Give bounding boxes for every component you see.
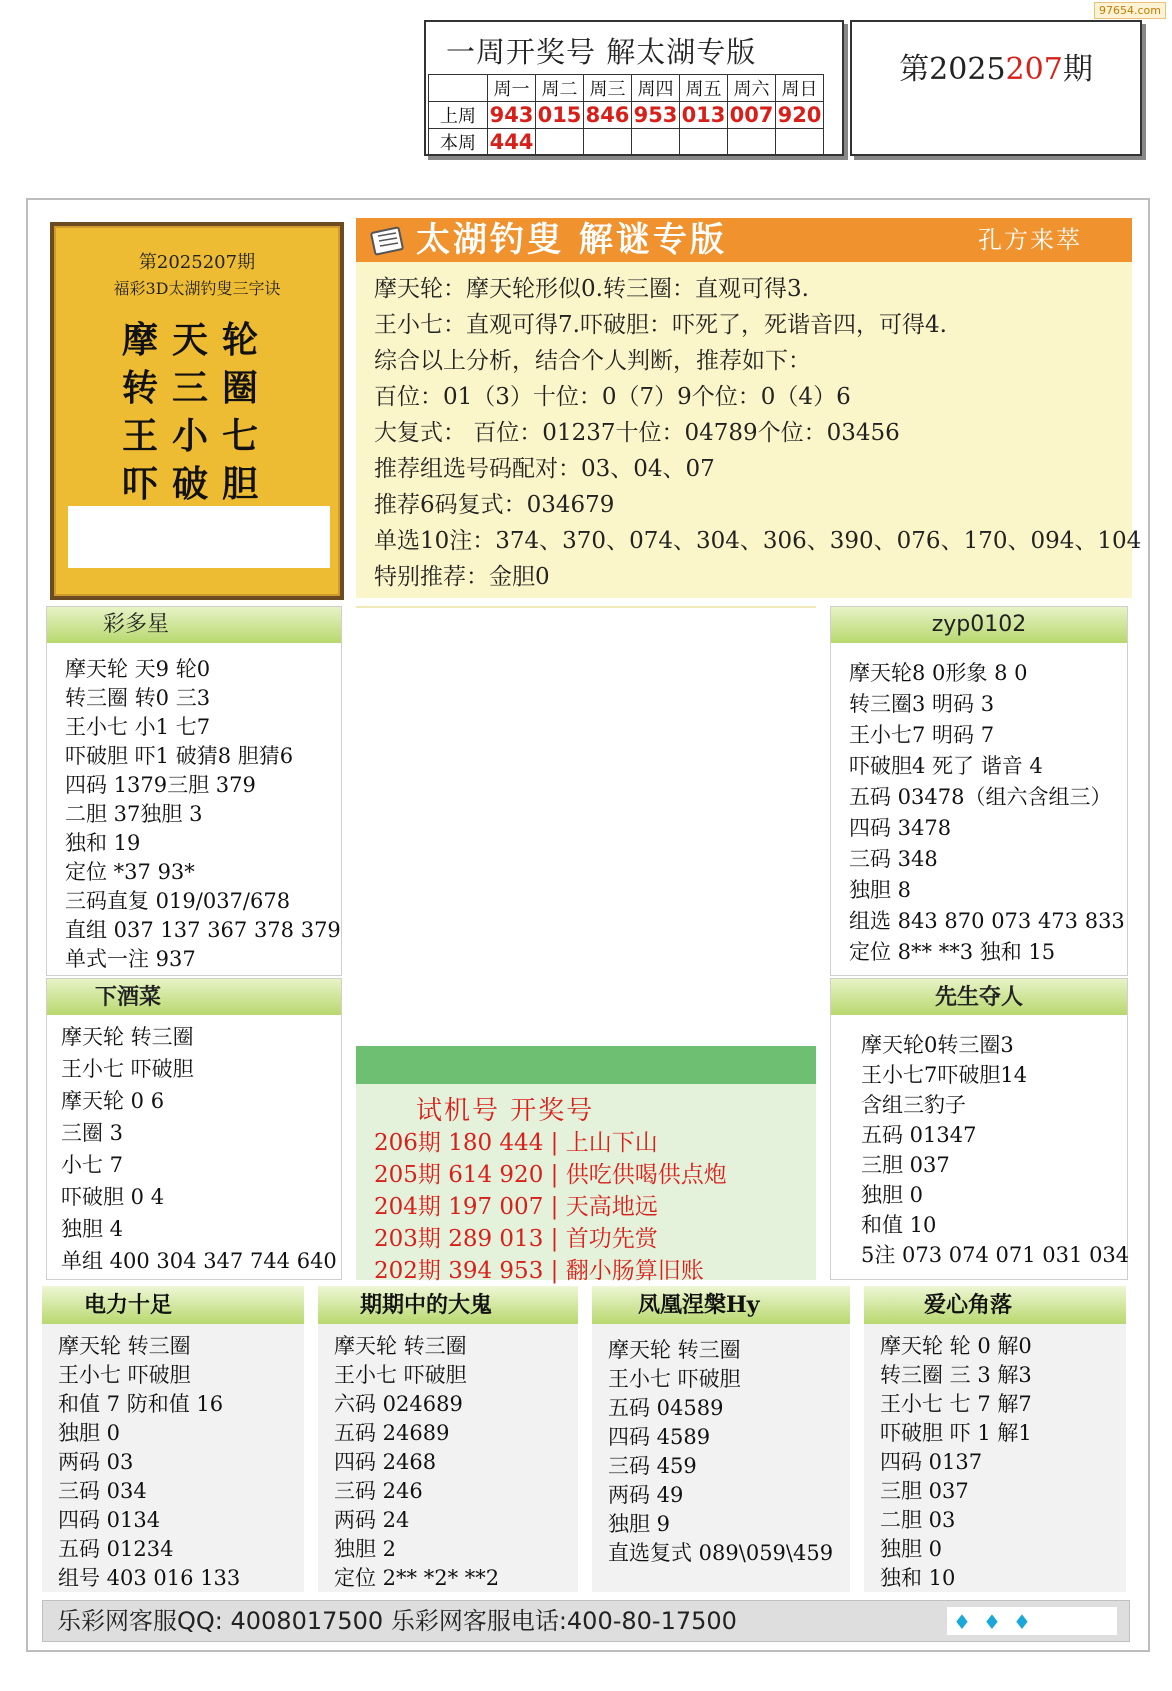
- list-item: 王小七7吓破胆14: [861, 1063, 1028, 1087]
- draw-number: 943: [488, 102, 536, 129]
- list-item: 独胆 0: [880, 1537, 943, 1561]
- solution-line: 大复式： 百位：01237十位：04789个位：03456: [374, 420, 900, 446]
- list-item: 王小七 吓破胆: [334, 1363, 467, 1387]
- customer-service-contact: 乐彩网客服QQ: 4008017500 乐彩网客服电话:400-80-17500: [57, 1607, 737, 1635]
- riddle-solution-body: [356, 262, 1142, 598]
- trial-line: 204期 197 007 | 天高地远: [374, 1194, 658, 1220]
- trial-draw-panel: [356, 1084, 816, 1284]
- solution-line: 王小七：直观可得7.吓破胆：吓死了，死谐音四，可得4.: [374, 312, 947, 338]
- table-row: [429, 102, 824, 129]
- trial-line: 202期 394 953 | 翻小肠算旧账: [374, 1258, 704, 1284]
- list-item: 和值 7 防和值 16: [58, 1392, 224, 1416]
- box-title: 下酒菜: [47, 979, 341, 1015]
- list-item: 摩天轮 轮 0 解0: [880, 1334, 1032, 1358]
- list-item: 吓破胆 0 4: [61, 1185, 165, 1209]
- list-item: 独和 19: [65, 831, 141, 855]
- list-item: 定位 *37 93*: [65, 860, 195, 884]
- draw-number: [776, 129, 824, 156]
- table-row: [429, 129, 824, 156]
- box-title: 凤凰涅槃Hy: [592, 1286, 850, 1324]
- list-item: 摩天轮 转三圈: [58, 1334, 191, 1358]
- list-item: 含组三豹子: [861, 1093, 966, 1117]
- day-header: 周一: [488, 75, 536, 102]
- box-title: 爱心角落: [864, 1286, 1126, 1324]
- expert-box-fenghuangniepan: [592, 1286, 850, 1592]
- poem-issue: 第2025207期: [138, 252, 256, 273]
- list-item: 摩天轮 转三圈: [61, 1025, 194, 1049]
- solution-line: 综合以上分析，结合个人判断，推荐如下：: [374, 348, 811, 374]
- list-item: 三码 034: [58, 1479, 147, 1503]
- draw-number: 920: [776, 102, 824, 129]
- day-header: 周三: [584, 75, 632, 102]
- draw-number: 953: [632, 102, 680, 129]
- day-header: 周四: [632, 75, 680, 102]
- expert-box-xianshengduoren: [830, 978, 1128, 1280]
- list-item: 四码 1379三胆 379: [65, 773, 256, 797]
- list-item: 王小七 七 7 解7: [880, 1392, 1032, 1416]
- day-header: 周日: [776, 75, 824, 102]
- list-item: 独胆 2: [334, 1537, 397, 1561]
- footer-badge: [947, 1607, 1117, 1635]
- list-item: 三码 246: [334, 1479, 423, 1503]
- list-item: 五码 24689: [334, 1421, 450, 1445]
- list-item: 二胆 03: [880, 1508, 956, 1532]
- solution-line: 特别推荐：金胆0: [374, 564, 550, 590]
- list-item: 独胆 9: [608, 1512, 671, 1536]
- list-item: 吓破胆 吓 1 解1: [880, 1421, 1032, 1445]
- issue-number: 第2025207期: [899, 52, 1093, 87]
- diamond-icon: ♦: [1013, 1610, 1031, 1634]
- draw-number: 015: [536, 102, 584, 129]
- list-item: 三码 348: [849, 847, 938, 871]
- draw-number: 444: [488, 129, 536, 156]
- trial-line: 206期 180 444 | 上山下山: [374, 1130, 658, 1156]
- list-item: 三码 459: [608, 1454, 697, 1478]
- table-row: [429, 75, 824, 102]
- draw-number: [728, 129, 776, 156]
- list-item: 直选复式 089\059\459: [608, 1541, 834, 1565]
- list-item: 五码 04589: [608, 1396, 724, 1420]
- list-item: 三胆 037: [880, 1479, 969, 1503]
- list-item: 五码 01347: [861, 1123, 977, 1147]
- list-item: 和值 10: [861, 1213, 937, 1237]
- list-item: 两码 49: [608, 1483, 684, 1507]
- expert-box-qiqizhongdedagui: [318, 1286, 578, 1592]
- draw-number: [632, 129, 680, 156]
- weekly-draw-table: [428, 74, 824, 156]
- diamond-icon: ♦: [983, 1610, 1001, 1634]
- list-item: 5注 073 074 071 031 034: [861, 1243, 1130, 1267]
- list-item: 摩天轮 天9 轮0: [65, 657, 211, 681]
- expert-box-dianlishizu: [42, 1286, 304, 1592]
- solution-line: 摩天轮：摩天轮形似0.转三圈：直观可得3.: [374, 276, 809, 302]
- expert-box-aixinjiaoluo: [864, 1286, 1126, 1592]
- box-title: 彩多星: [47, 607, 341, 643]
- list-item: 王小七 吓破胆: [61, 1057, 194, 1081]
- list-item: 六码 024689: [334, 1392, 463, 1416]
- list-item: 四码 0137: [880, 1450, 983, 1474]
- solution-line: 单选10注：374、370、074、304、306、390、076、170、094、104: [374, 528, 1142, 554]
- list-item: 直组 037 137 367 378 379: [65, 918, 341, 942]
- poem-line: 吓破胆: [121, 463, 272, 505]
- draw-number: 013: [680, 102, 728, 129]
- expert-box-zyp0102: [830, 606, 1128, 976]
- list-item: 王小七7 明码 7: [849, 723, 995, 747]
- list-item: 王小七 吓破胆: [58, 1363, 191, 1387]
- solution-line: 百位：01（3）十位：0（7）9个位：0（4）6: [374, 384, 851, 410]
- draw-number: [536, 129, 584, 156]
- day-header: 周二: [536, 75, 584, 102]
- list-item: 三圈 3: [61, 1121, 124, 1145]
- day-header: 周六: [728, 75, 776, 102]
- trial-line: 203期 289 013 | 首功先赏: [374, 1226, 658, 1252]
- list-item: 二胆 37独胆 3: [65, 802, 203, 826]
- list-item: 吓破胆 吓1 破猜8 胆猜6: [65, 744, 294, 768]
- day-header: 周五: [680, 75, 728, 102]
- list-item: 摩天轮 0 6: [61, 1089, 165, 1113]
- list-item: 吓破胆4 死了 谐音 4: [849, 754, 1043, 778]
- blank-panel: [68, 506, 330, 568]
- list-item: 组号 403 016 133: [58, 1566, 241, 1590]
- list-item: 独和 10: [880, 1566, 956, 1590]
- list-item: 三码直复 019/037/678: [65, 889, 291, 913]
- list-item: 三胆 037: [861, 1153, 950, 1177]
- trial-line: 205期 614 920 | 供吃供喝供点炮: [374, 1162, 727, 1188]
- list-item: 王小七 吓破胆: [608, 1367, 741, 1391]
- list-item: 摩天轮 转三圈: [334, 1334, 467, 1358]
- row-label: 本周: [429, 129, 488, 156]
- blank-area: [356, 606, 816, 1044]
- list-item: 小七 7: [61, 1153, 124, 1177]
- trial-header-bar: [356, 1046, 816, 1084]
- site-watermark: 97654.com: [1094, 2, 1166, 19]
- list-item: 独胆 8: [849, 878, 912, 902]
- expert-box-caiduoxing: [46, 606, 342, 976]
- list-item: 转三圈 转0 三3: [65, 686, 211, 710]
- list-item: 独胆 0: [861, 1183, 924, 1207]
- poem-line: 转三圈: [121, 367, 272, 409]
- solution-line: 推荐组选号码配对：03、04、07: [374, 456, 715, 482]
- diamond-icon: ♦: [953, 1610, 971, 1634]
- solution-line: 推荐6码复式：034679: [374, 492, 615, 518]
- list-item: 单式一注 937: [65, 947, 196, 971]
- list-item: 转三圈 三 3 解3: [880, 1363, 1032, 1387]
- list-item: 四码 4589: [608, 1425, 711, 1449]
- riddle-solution-header: [356, 218, 1132, 262]
- list-item: 两码 24: [334, 1508, 410, 1532]
- row-label: 上周: [429, 102, 488, 129]
- draw-number: [680, 129, 728, 156]
- box-title: zyp0102: [831, 607, 1127, 643]
- list-item: 王小七 小1 七7: [65, 715, 211, 739]
- list-item: 组选 843 870 073 473 833: [849, 909, 1125, 933]
- poem-subtitle: 福彩3D太湖钓叟三字诀: [113, 279, 281, 298]
- list-item: 两码 03: [58, 1450, 134, 1474]
- draw-number: [584, 129, 632, 156]
- scroll-icon: [368, 224, 408, 258]
- list-item: 定位 8** **3 独和 15: [849, 940, 1056, 964]
- weekly-draw-panel: [424, 20, 844, 156]
- box-title: 先生夺人: [831, 979, 1127, 1015]
- draw-number: 846: [584, 102, 632, 129]
- list-item: 独胆 0: [58, 1421, 121, 1445]
- poem-line: 王小七: [121, 415, 272, 457]
- box-title: 期期中的大鬼: [318, 1286, 578, 1324]
- list-item: 五码 01234: [58, 1537, 174, 1561]
- list-item: 独胆 4: [61, 1217, 124, 1241]
- list-item: 单组 400 304 347 744 640: [61, 1249, 337, 1273]
- draw-number: 007: [728, 102, 776, 129]
- poem-line: 摩天轮: [121, 319, 272, 361]
- list-item: 四码 0134: [58, 1508, 161, 1532]
- weekly-draw-title: 一周开奖号 解太湖专版: [446, 35, 757, 69]
- list-item: 转三圈3 明码 3: [849, 692, 995, 716]
- list-item: 五码 03478（组六含组三）: [849, 785, 1112, 809]
- trial-title: 试机号 开奖号: [416, 1096, 595, 1126]
- list-item: 摩天轮 转三圈: [608, 1338, 741, 1362]
- expert-box-xiajiucai: [46, 978, 342, 1280]
- list-item: 四码 3478: [849, 816, 952, 840]
- list-item: 四码 2468: [334, 1450, 437, 1474]
- list-item: 摩天轮8 0形象 8 0: [849, 661, 1028, 685]
- footer-bar: [42, 1600, 1130, 1642]
- list-item: 摩天轮0转三圈3: [861, 1033, 1014, 1057]
- riddle-solution-title: 太湖钓叟 解谜专版: [416, 220, 727, 260]
- list-item: 定位 2** *2* **2: [334, 1566, 500, 1590]
- box-title: 电力十足: [42, 1286, 304, 1324]
- riddle-poem-card: [50, 222, 344, 600]
- issue-panel: [850, 20, 1142, 156]
- riddle-solution-author: 孔方来萃: [978, 226, 1082, 254]
